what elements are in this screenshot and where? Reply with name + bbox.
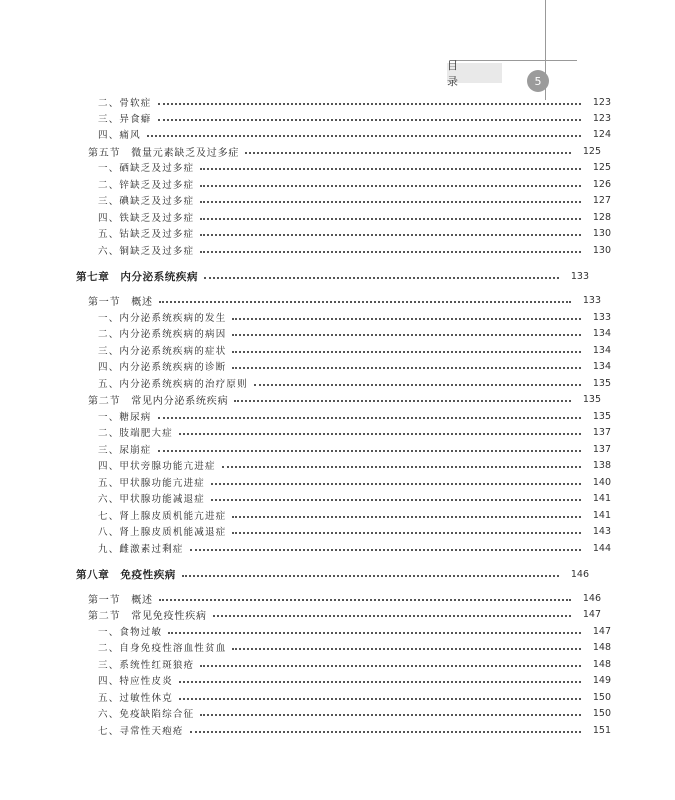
- toc-entry-row: [0, 126, 675, 142]
- toc-entry-title: 五、甲状腺功能亢进症: [98, 478, 206, 489]
- dot-leader: [204, 277, 559, 279]
- toc-page-number: 134: [592, 344, 611, 356]
- toc-section-row: [0, 606, 665, 622]
- toc-page-number: 127: [592, 194, 611, 206]
- toc-entry-title: 第七章 内分泌系统疾病: [76, 270, 199, 283]
- running-header: 目 录: [447, 63, 502, 83]
- toc-entry-title: 第一节 概述: [88, 594, 153, 606]
- dot-leader: [232, 516, 581, 518]
- toc-entry-title: 三、尿崩症: [98, 445, 152, 456]
- toc-entry-title: 八、肾上腺皮质机能减退症: [98, 527, 227, 538]
- dot-leader: [190, 731, 581, 733]
- toc-entry-row: [0, 309, 675, 325]
- toc-entry-row: [0, 523, 675, 539]
- toc-page-number: 134: [592, 360, 611, 372]
- dot-leader: [211, 499, 581, 501]
- toc-entry-row: [0, 441, 675, 457]
- toc-page-number: 134: [592, 327, 611, 339]
- dot-leader: [234, 400, 571, 402]
- toc-entry-title: 二、内分泌系统疾病的病因: [98, 329, 227, 340]
- toc-entry-row: [0, 110, 675, 126]
- dot-leader: [200, 201, 581, 203]
- dot-leader: [232, 532, 581, 534]
- toc-page-number: 143: [592, 525, 611, 537]
- toc-entry-title: 五、内分泌系统疾病的治疗原则: [98, 379, 248, 390]
- dot-leader: [200, 218, 581, 220]
- toc-entry-row: [0, 325, 675, 341]
- toc-entry-title: 四、痛风: [98, 130, 141, 141]
- toc-entry-title: 一、食物过敏: [98, 627, 163, 638]
- dot-leader: [159, 599, 571, 601]
- dot-leader: [182, 575, 559, 577]
- toc-entry-row: [0, 242, 675, 258]
- toc-entry-row: [0, 689, 675, 705]
- toc-page-number: 137: [592, 426, 611, 438]
- toc-entry-title: 六、免疫缺陷综合征: [98, 709, 195, 720]
- toc-entry-title: 第五节 微量元素缺乏及过多症: [88, 147, 240, 159]
- toc-page-number: 125: [592, 161, 611, 173]
- toc-page-number: 133: [582, 294, 601, 306]
- toc-entry-row: [0, 672, 675, 688]
- toc-page-number: 149: [592, 674, 611, 686]
- toc-page-number: 123: [592, 96, 611, 108]
- dot-leader: [232, 648, 581, 650]
- toc-page-number: 125: [582, 145, 601, 157]
- toc-entry-title: 二、骨软症: [98, 98, 152, 109]
- toc-entry-row: [0, 94, 675, 110]
- toc-entry-title: 六、甲状腺功能减退症: [98, 494, 206, 505]
- toc-entry-row: [0, 375, 675, 391]
- toc-page-number: 148: [592, 641, 611, 653]
- dot-leader: [168, 632, 581, 634]
- toc-section-row: [0, 391, 665, 407]
- toc-entry-row: [0, 342, 675, 358]
- toc-chapter-row: [0, 268, 653, 284]
- toc-entry-row: [0, 656, 675, 672]
- toc-page-number: 128: [592, 211, 611, 223]
- toc-entry-row: [0, 623, 675, 639]
- dot-leader: [200, 185, 581, 187]
- dot-leader: [200, 665, 581, 667]
- toc-page-number: 151: [592, 724, 611, 736]
- toc-entry-title: 四、内分泌系统疾病的诊断: [98, 362, 227, 373]
- toc-page-number: 126: [592, 178, 611, 190]
- toc-page-number: 130: [592, 227, 611, 239]
- dot-leader: [200, 714, 581, 716]
- toc-entry-row: [0, 490, 675, 506]
- dot-leader: [190, 549, 581, 551]
- toc-entry-title: 三、系统性红斑狼疮: [98, 660, 195, 671]
- toc-entry-title: 四、甲状旁腺功能亢进症: [98, 461, 216, 472]
- toc-entry-title: 二、肢端肥大症: [98, 428, 173, 439]
- toc-page-number: 148: [592, 658, 611, 670]
- toc-entry-row: [0, 507, 675, 523]
- dot-leader: [147, 135, 581, 137]
- toc-entry-title: 三、碘缺乏及过多症: [98, 196, 195, 207]
- toc-entry-title: 三、内分泌系统疾病的症状: [98, 346, 227, 357]
- toc-entry-title: 九、雌激素过剩症: [98, 544, 184, 555]
- toc-page-number: 144: [592, 542, 611, 554]
- toc-page-number: 138: [592, 459, 611, 471]
- toc-entry-row: [0, 176, 675, 192]
- toc-section-row: [0, 292, 665, 308]
- dot-leader: [158, 450, 581, 452]
- toc-section-row: [0, 143, 665, 159]
- toc-page-number: 147: [592, 625, 611, 637]
- toc-page-number: 124: [592, 128, 611, 140]
- dot-leader: [179, 698, 581, 700]
- dot-leader: [158, 103, 581, 105]
- dot-leader: [213, 615, 571, 617]
- toc-entry-title: 第二节 常见内分泌系统疾病: [88, 395, 229, 407]
- toc-entry-title: 四、特应性皮炎: [98, 676, 173, 687]
- toc-entry-row: [0, 192, 675, 208]
- dot-leader: [179, 433, 581, 435]
- dot-leader: [232, 318, 581, 320]
- dot-leader: [179, 681, 581, 683]
- dot-leader: [200, 168, 581, 170]
- toc-entry-title: 五、钴缺乏及过多症: [98, 229, 195, 240]
- toc-page-number: 135: [582, 393, 601, 405]
- toc-entry-title: 五、过敏性休克: [98, 693, 173, 704]
- toc-page-number: 137: [592, 443, 611, 455]
- toc-entry-row: [0, 209, 675, 225]
- toc-entry-row: [0, 408, 675, 424]
- dot-leader: [222, 466, 581, 468]
- dot-leader: [232, 367, 581, 369]
- toc-entry-title: 第八章 免疫性疾病: [76, 568, 176, 581]
- dot-leader: [245, 152, 571, 154]
- toc-page-number: 130: [592, 244, 611, 256]
- dot-leader: [232, 334, 581, 336]
- toc-entry-title: 一、内分泌系统疾病的发生: [98, 313, 227, 324]
- toc-page-number: 150: [592, 691, 611, 703]
- toc-entry-row: [0, 540, 675, 556]
- toc-page-number: 150: [592, 707, 611, 719]
- toc-entry-title: 二、自身免疫性溶血性贫血: [98, 643, 227, 654]
- toc-entry-title: 七、寻常性天疱疮: [98, 726, 184, 737]
- toc-page-number: 133: [592, 311, 611, 323]
- dot-leader: [232, 351, 581, 353]
- toc-section-row: [0, 590, 665, 606]
- toc-entry-title: 二、锌缺乏及过多症: [98, 180, 195, 191]
- dot-leader: [158, 119, 581, 121]
- toc-page-number: 135: [592, 377, 611, 389]
- toc-page-number: 146: [582, 592, 601, 604]
- toc-entry-title: 三、异食癖: [98, 114, 152, 125]
- toc-entry-title: 六、铜缺乏及过多症: [98, 246, 195, 257]
- toc-entry-row: [0, 705, 675, 721]
- toc-entry-title: 一、糖尿病: [98, 412, 152, 423]
- toc-entry-row: [0, 225, 675, 241]
- toc-page-number: 141: [592, 492, 611, 504]
- toc-entry-row: [0, 639, 675, 655]
- toc-page-number: 147: [582, 608, 601, 620]
- toc-entry-row: [0, 722, 675, 738]
- toc-entry-title: 第一节 概述: [88, 296, 153, 308]
- toc-entry-title: 四、铁缺乏及过多症: [98, 213, 195, 224]
- toc-entry-row: [0, 159, 675, 175]
- page-number-badge: 5: [527, 70, 549, 92]
- dot-leader: [159, 301, 571, 303]
- toc-entry-row: [0, 474, 675, 490]
- toc-entry-row: [0, 457, 675, 473]
- dot-leader: [158, 417, 581, 419]
- dot-leader: [200, 251, 581, 253]
- toc-page-number: 146: [570, 568, 589, 580]
- toc-page-number: 140: [592, 476, 611, 488]
- toc-page-number: 123: [592, 112, 611, 124]
- toc-page-number: 135: [592, 410, 611, 422]
- toc-entry-row: [0, 424, 675, 440]
- toc-entry-title: 七、肾上腺皮质机能亢进症: [98, 511, 227, 522]
- dot-leader: [254, 384, 581, 386]
- toc-page-number: 141: [592, 509, 611, 521]
- toc-page-number: 133: [570, 270, 589, 282]
- dot-leader: [200, 234, 581, 236]
- dot-leader: [211, 483, 581, 485]
- toc-entry-title: 第二节 常见免疫性疾病: [88, 610, 207, 622]
- toc-entry-title: 一、硒缺乏及过多症: [98, 163, 195, 174]
- toc-chapter-row: [0, 566, 653, 582]
- toc-entry-row: [0, 358, 675, 374]
